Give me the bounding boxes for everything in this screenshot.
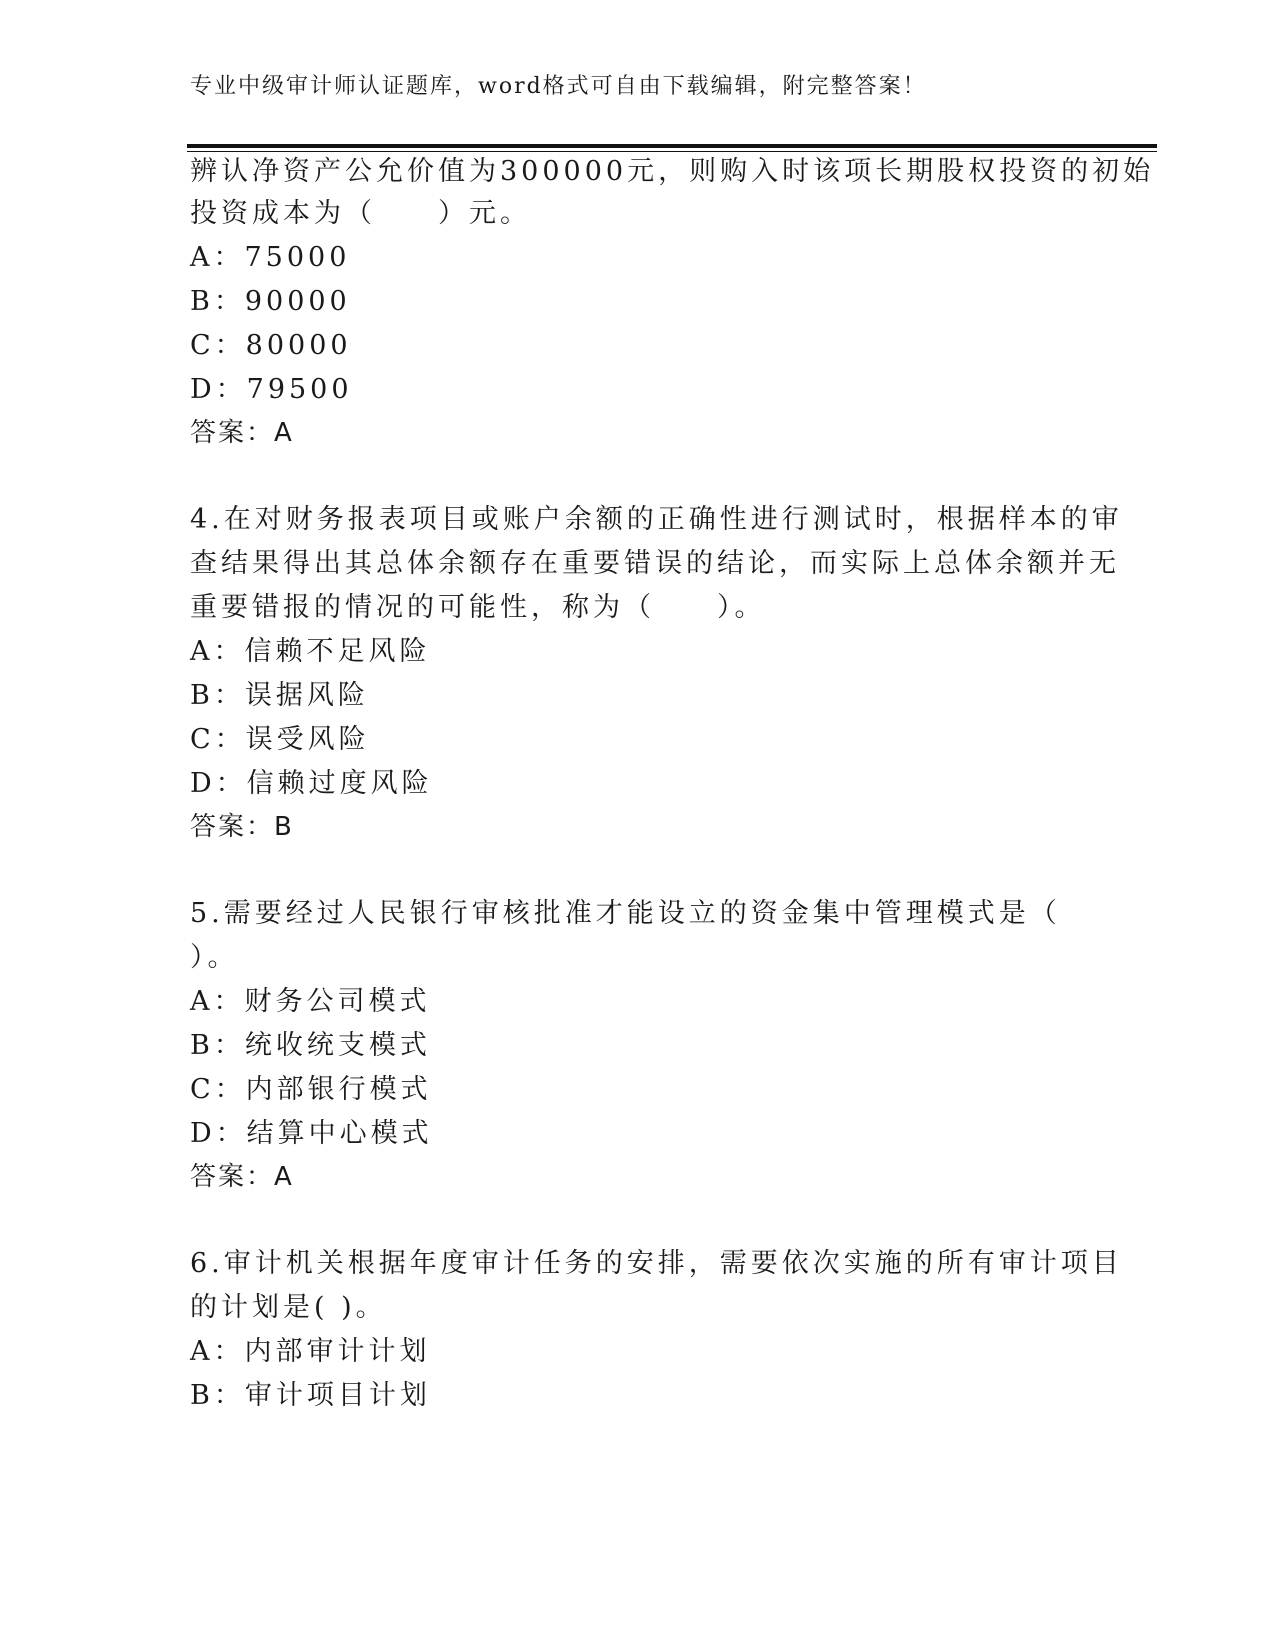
q3-option-a: A：75000 (190, 242, 351, 273)
q3-option-c: C：80000 (190, 330, 352, 361)
header-rule-thick (187, 144, 1157, 148)
q5-option-b: B：统收统支模式 (190, 1030, 431, 1061)
q4-stem-line-1: 4.在对财务报表项目或账户余额的正确性进行测试时，根据样本的审 (190, 504, 1123, 535)
q5-answer: 答案：A (190, 1162, 294, 1192)
q5-option-a: A：财务公司模式 (190, 986, 431, 1017)
q6-option-a: A：内部审计计划 (190, 1336, 431, 1367)
q3-stem-line-1: 辨认净资产公允价值为300000元，则购入时该项长期股权投资的初始 (190, 156, 1155, 187)
q4-option-a: A：信赖不足风险 (190, 636, 431, 667)
q4-stem-line-2: 查结果得出其总体余额存在重要错误的结论，而实际上总体余额并无 (190, 548, 1120, 579)
q6-option-b: B：审计项目计划 (190, 1380, 431, 1411)
q6-stem-line-1: 6.审计机关根据年度审计任务的安排，需要依次实施的所有审计项目 (190, 1248, 1123, 1279)
q5-stem-line-2: ）。 (190, 942, 239, 973)
q3-answer: 答案：A (190, 418, 294, 448)
q3-option-d: D：79500 (190, 374, 353, 405)
q3-stem-line-2: 投资成本为（ ）元。 (190, 198, 531, 229)
q5-stem-line-1: 5.需要经过人民银行审核批准才能设立的资金集中管理模式是（ (190, 898, 1061, 929)
q4-option-b: B：误据风险 (190, 680, 369, 711)
q4-option-d: D：信赖过度风险 (190, 768, 433, 799)
header-rule-thin (187, 151, 1157, 152)
q5-option-c: C：内部银行模式 (190, 1074, 432, 1105)
q4-stem-line-3: 重要错报的情况的可能性，称为（ ）。 (190, 592, 766, 623)
q6-stem-line-2: 的计划是( )。 (190, 1292, 387, 1323)
q4-option-c: C：误受风险 (190, 724, 370, 755)
page-header: 专业中级审计师认证题库，word格式可自由下载编辑，附完整答案！ (190, 74, 927, 99)
q4-answer: 答案：B (190, 812, 294, 842)
q5-option-d: D：结算中心模式 (190, 1118, 433, 1149)
q3-option-b: B：90000 (190, 286, 351, 317)
